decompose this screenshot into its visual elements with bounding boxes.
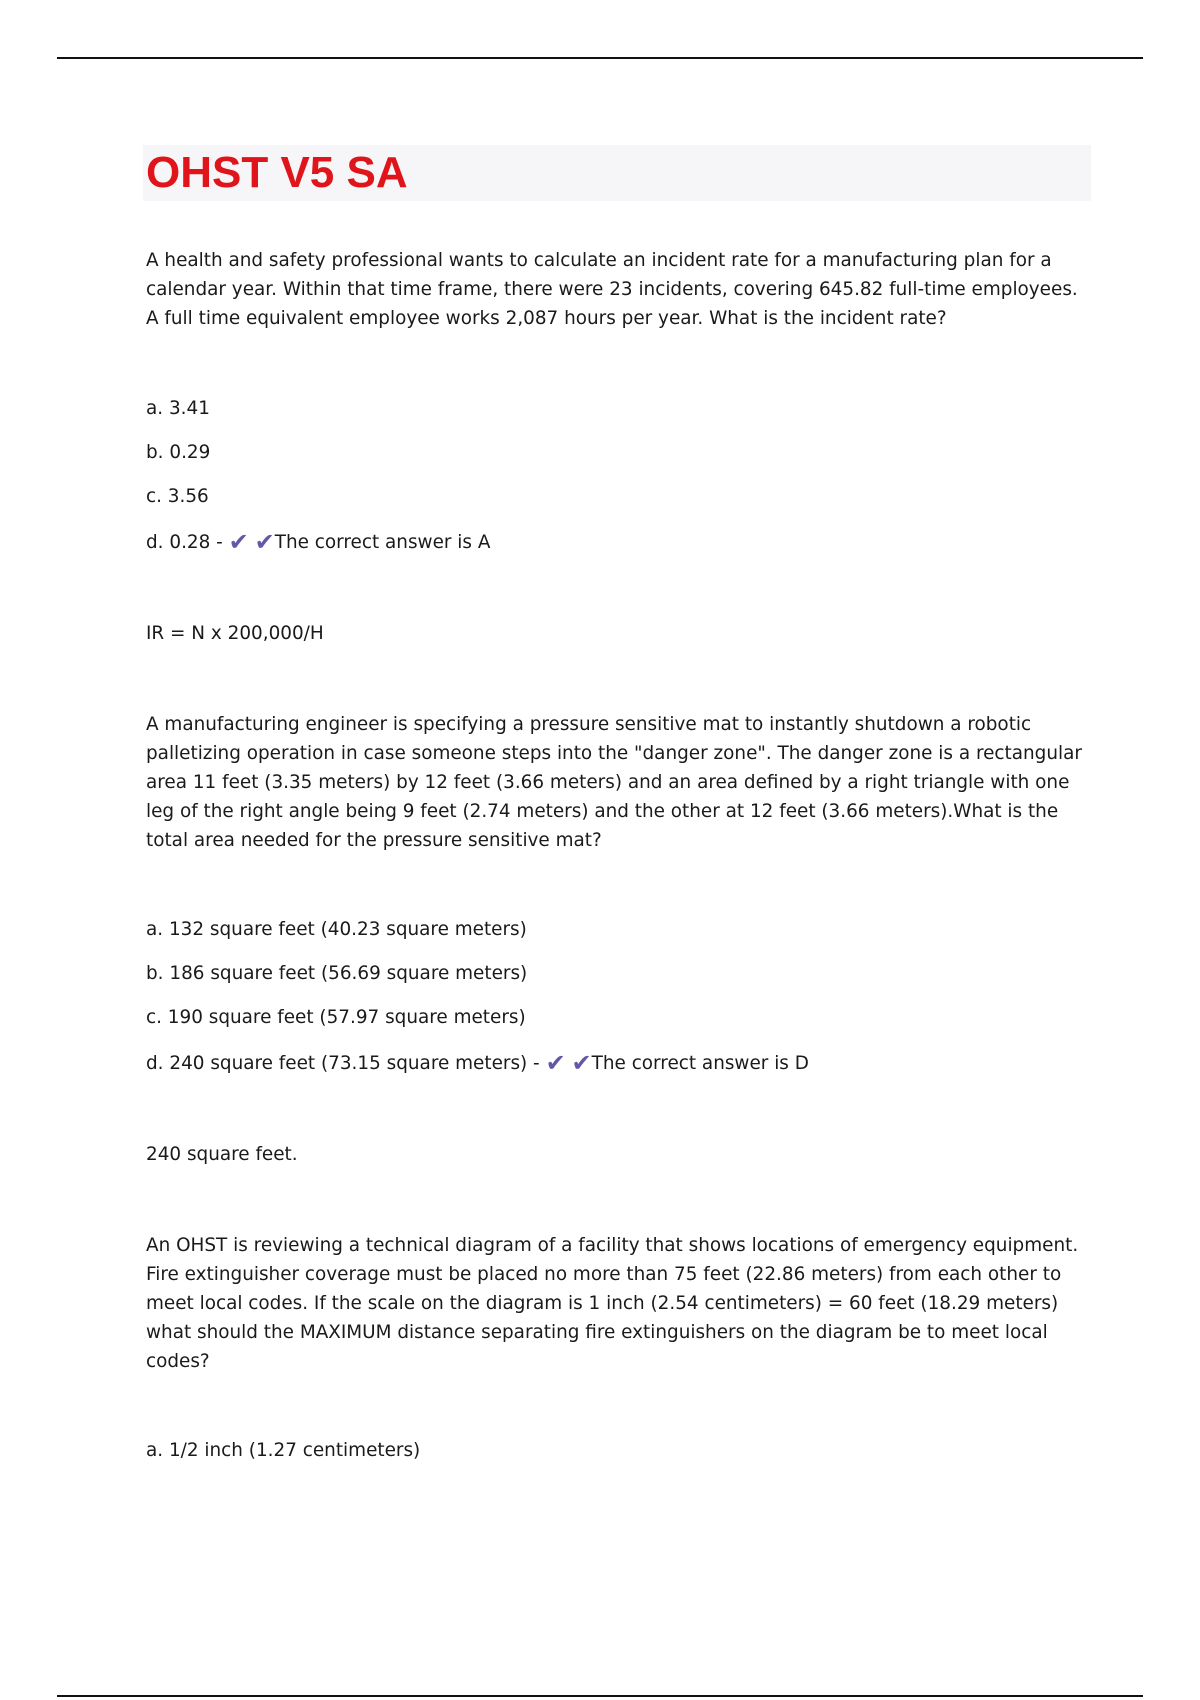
- question-2-option-c: c. 190 square feet (57.97 square meters): [146, 1007, 526, 1028]
- question-1-option-a: a. 3.41: [146, 398, 210, 419]
- question-2-explanation: 240 square feet.: [146, 1144, 298, 1165]
- document-title: OHST V5 SA: [146, 148, 408, 197]
- title-banner: [143, 145, 1091, 201]
- checkmark-icon: ✔: [545, 1049, 566, 1077]
- question-3-text: An OHST is reviewing a technical diagram of a facility that shows locations of emergency equipment. Fire extinguisher coverage must be placed no more than 75 feet (22.86 meters) from each other to meet local codes. If the scale on the diagram is 1 inch (2.54 centimeters) = 60 feet (18.29 meters) what should the MAXIMUM distance separating fire extinguishers on the diagram be to meet local codes?: [146, 1235, 1079, 1372]
- question-3-option-a: a. 1/2 inch (1.27 centimeters): [146, 1440, 421, 1461]
- checkmark-icon: ✔: [228, 528, 249, 556]
- question-1-text: A health and safety professional wants to calculate an incident rate for a manufacturing plan for a calendar year. Within that time frame, there were 23 incidents, covering 645.82 full-time employees. A full time equivalent employee works 2,087 hours per year. What is the incident rate?: [146, 250, 1078, 329]
- checkmark-icon: ✔: [571, 1049, 592, 1077]
- bottom-rule: [57, 1695, 1143, 1697]
- question-1-option-d: [146, 528, 1091, 557]
- question-2-answer: The correct answer is D: [591, 1053, 809, 1074]
- question-1-explanation: IR = N x 200,000/H: [146, 623, 324, 644]
- question-2-text: A manufacturing engineer is specifying a pressure sensitive mat to instantly shutdown a robotic palletizing operation in case someone steps into the "danger zone". The danger zone is a rectangular area 11 feet (3.35 meters) by 12 feet (3.66 meters) and an area defined by a right triangle with one leg of the right angle being 9 feet (2.74 meters) and the other at 12 feet (3.66 meters).What is the total area needed for the pressure sensitive mat?: [146, 714, 1082, 851]
- question-2-option-b: b. 186 square feet (56.69 square meters): [146, 963, 528, 984]
- checkmark-icon: ✔: [254, 528, 275, 556]
- question-1-option-d-label: d. 0.28 -: [146, 532, 223, 553]
- question-1-answer: The correct answer is A: [274, 532, 491, 553]
- question-1-option-b: b. 0.29: [146, 442, 211, 463]
- question-2-option-d: [146, 1049, 1091, 1078]
- question-2-option-a: a. 132 square feet (40.23 square meters): [146, 919, 527, 940]
- question-2-option-d-label: d. 240 square feet (73.15 square meters) -: [146, 1053, 540, 1074]
- top-rule: [57, 57, 1143, 59]
- document-body: [146, 246, 1091, 1465]
- question-1-option-c: c. 3.56: [146, 486, 209, 507]
